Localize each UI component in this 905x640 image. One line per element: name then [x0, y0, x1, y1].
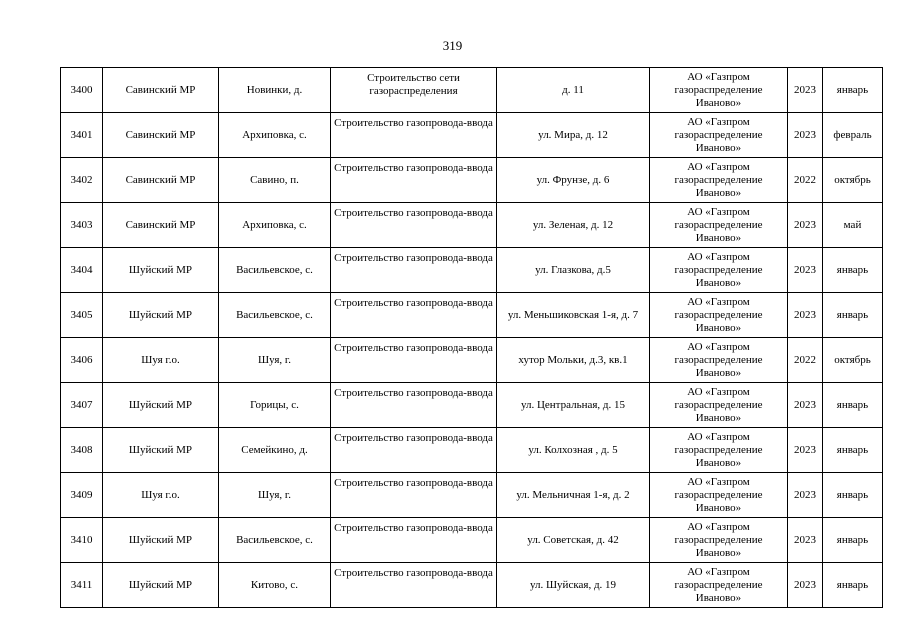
table-row: [61, 518, 883, 563]
settlement-cell: Архиповка, с.: [219, 113, 331, 158]
work-type-cell: Строительство газопровода-ввода: [331, 563, 497, 608]
work-type-cell: Строительство газопровода-ввода: [331, 113, 497, 158]
row-number-cell: 3400: [61, 68, 103, 113]
address-cell: ул. Зеленая, д. 12: [497, 203, 650, 248]
district-cell: Шуйский МР: [103, 383, 219, 428]
organization-cell: АО «Газпром газораспределение Иваново»: [650, 383, 788, 428]
work-type-cell: Строительство сети газораспределения: [331, 68, 497, 113]
organization-cell: АО «Газпром газораспределение Иваново»: [650, 518, 788, 563]
row-number-cell: 3410: [61, 518, 103, 563]
address-cell: ул. Меньшиковская 1-я, д. 7: [497, 293, 650, 338]
organization-cell: АО «Газпром газораспределение Иваново»: [650, 113, 788, 158]
work-type-cell: Строительство газопровода-ввода: [331, 248, 497, 293]
organization-cell: АО «Газпром газораспределение Иваново»: [650, 338, 788, 383]
month-cell: январь: [823, 428, 883, 473]
table-row: [61, 203, 883, 248]
address-cell: ул. Советская, д. 42: [497, 518, 650, 563]
address-cell: ул. Шуйская, д. 19: [497, 563, 650, 608]
settlement-cell: Васильевское, с.: [219, 518, 331, 563]
organization-cell: АО «Газпром газораспределение Иваново»: [650, 563, 788, 608]
district-cell: Шуйский МР: [103, 518, 219, 563]
organization-cell: АО «Газпром газораспределение Иваново»: [650, 248, 788, 293]
month-cell: январь: [823, 68, 883, 113]
district-cell: Савинский МР: [103, 68, 219, 113]
settlement-cell: Васильевское, с.: [219, 293, 331, 338]
month-cell: февраль: [823, 113, 883, 158]
organization-cell: АО «Газпром газораспределение Иваново»: [650, 158, 788, 203]
row-number-cell: 3407: [61, 383, 103, 428]
settlement-cell: Савино, п.: [219, 158, 331, 203]
address-cell: ул. Мира, д. 12: [497, 113, 650, 158]
row-number-cell: 3411: [61, 563, 103, 608]
year-cell: 2023: [788, 293, 823, 338]
month-cell: январь: [823, 518, 883, 563]
row-number-cell: 3406: [61, 338, 103, 383]
organization-cell: АО «Газпром газораспределение Иваново»: [650, 203, 788, 248]
settlement-cell: Шуя, г.: [219, 473, 331, 518]
address-cell: ул. Фрунзе, д. 6: [497, 158, 650, 203]
settlement-cell: Китово, с.: [219, 563, 331, 608]
month-cell: январь: [823, 473, 883, 518]
work-type-cell: Строительство газопровода-ввода: [331, 518, 497, 563]
district-cell: Шуйский МР: [103, 293, 219, 338]
year-cell: 2023: [788, 563, 823, 608]
work-type-cell: Строительство газопровода-ввода: [331, 473, 497, 518]
month-cell: октябрь: [823, 158, 883, 203]
district-cell: Шуя г.о.: [103, 473, 219, 518]
table-row: [61, 338, 883, 383]
year-cell: 2022: [788, 158, 823, 203]
month-cell: май: [823, 203, 883, 248]
district-cell: Савинский МР: [103, 203, 219, 248]
organization-cell: АО «Газпром газораспределение Иваново»: [650, 473, 788, 518]
organization-cell: АО «Газпром газораспределение Иваново»: [650, 68, 788, 113]
row-number-cell: 3403: [61, 203, 103, 248]
settlement-cell: Горицы, с.: [219, 383, 331, 428]
table-row: [61, 383, 883, 428]
settlement-cell: Архиповка, с.: [219, 203, 331, 248]
year-cell: 2023: [788, 248, 823, 293]
row-number-cell: 3405: [61, 293, 103, 338]
year-cell: 2023: [788, 428, 823, 473]
district-cell: Шуйский МР: [103, 428, 219, 473]
table-row: [61, 428, 883, 473]
organization-cell: АО «Газпром газораспределение Иваново»: [650, 293, 788, 338]
table-row: [61, 68, 883, 113]
work-type-cell: Строительство газопровода-ввода: [331, 383, 497, 428]
month-cell: январь: [823, 293, 883, 338]
table-row: [61, 563, 883, 608]
year-cell: 2023: [788, 518, 823, 563]
year-cell: 2023: [788, 383, 823, 428]
work-type-cell: Строительство газопровода-ввода: [331, 158, 497, 203]
district-cell: Шуйский МР: [103, 563, 219, 608]
row-number-cell: 3404: [61, 248, 103, 293]
row-number-cell: 3402: [61, 158, 103, 203]
page-number: 319: [442, 38, 463, 53]
table-row: [61, 293, 883, 338]
address-cell: ул. Глазкова, д.5: [497, 248, 650, 293]
table-row: [61, 113, 883, 158]
address-cell: хутор Мольки, д.3, кв.1: [497, 338, 650, 383]
work-type-cell: Строительство газопровода-ввода: [331, 203, 497, 248]
month-cell: январь: [823, 383, 883, 428]
table-row: [61, 158, 883, 203]
settlement-cell: Новинки, д.: [219, 68, 331, 113]
gasification-table: [60, 67, 883, 608]
year-cell: 2022: [788, 338, 823, 383]
organization-cell: АО «Газпром газораспределение Иваново»: [650, 428, 788, 473]
address-cell: ул. Колхозная , д. 5: [497, 428, 650, 473]
district-cell: Шуя г.о.: [103, 338, 219, 383]
month-cell: октябрь: [823, 338, 883, 383]
table-row: [61, 473, 883, 518]
address-cell: д. 11: [497, 68, 650, 113]
year-cell: 2023: [788, 203, 823, 248]
table-row: [61, 248, 883, 293]
settlement-cell: Шуя, г.: [219, 338, 331, 383]
year-cell: 2023: [788, 473, 823, 518]
address-cell: ул. Мельничная 1-я, д. 2: [497, 473, 650, 518]
row-number-cell: 3409: [61, 473, 103, 518]
settlement-cell: Семейкино, д.: [219, 428, 331, 473]
month-cell: январь: [823, 248, 883, 293]
district-cell: Шуйский МР: [103, 248, 219, 293]
year-cell: 2023: [788, 113, 823, 158]
work-type-cell: Строительство газопровода-ввода: [331, 428, 497, 473]
work-type-cell: Строительство газопровода-ввода: [331, 338, 497, 383]
row-number-cell: 3401: [61, 113, 103, 158]
month-cell: январь: [823, 563, 883, 608]
address-cell: ул. Центральная, д. 15: [497, 383, 650, 428]
settlement-cell: Васильевское, с.: [219, 248, 331, 293]
year-cell: 2023: [788, 68, 823, 113]
work-type-cell: Строительство газопровода-ввода: [331, 293, 497, 338]
row-number-cell: 3408: [61, 428, 103, 473]
district-cell: Савинский МР: [103, 158, 219, 203]
district-cell: Савинский МР: [103, 113, 219, 158]
table-body: [61, 68, 883, 608]
